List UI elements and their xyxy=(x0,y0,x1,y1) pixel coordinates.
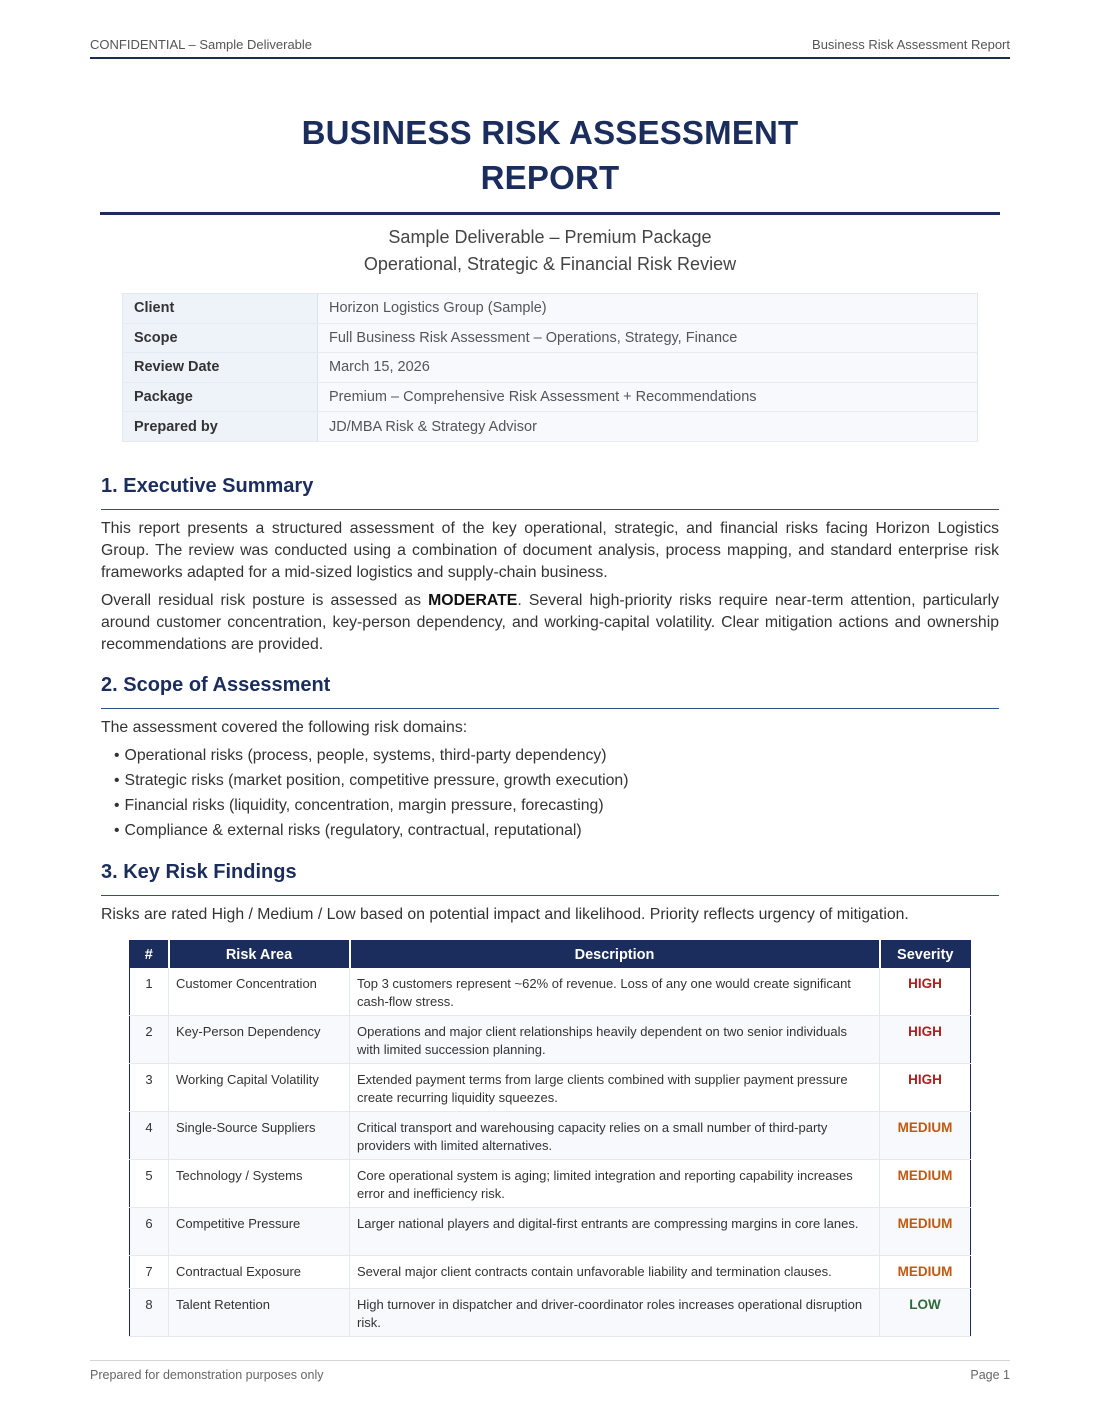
row-number: 6 xyxy=(130,1208,169,1256)
column-header-number: # xyxy=(130,941,169,969)
severity-badge: MEDIUM xyxy=(880,1208,971,1256)
risk-area: Single-Source Suppliers xyxy=(169,1112,350,1160)
title-divider xyxy=(100,212,1000,215)
risk-description: Top 3 customers represent ~62% of revenue. Loss of any one would create significant cash-flow stress. xyxy=(350,968,880,1016)
report-title xyxy=(100,110,1000,200)
risk-description: Several major client contracts contain unfavorable liability and termination clauses. xyxy=(350,1256,880,1289)
severity-badge: MEDIUM xyxy=(880,1112,971,1160)
risk-description: Critical transport and warehousing capacity relies on a small number of third-party providers with limited alternatives. xyxy=(350,1112,880,1160)
list-item: • Strategic risks (market position, competitive pressure, growth execution) xyxy=(114,770,628,795)
meta-row-scope xyxy=(123,323,978,353)
table-row xyxy=(130,1064,971,1112)
report-title-line1: BUSINESS RISK ASSESSMENT xyxy=(301,114,799,151)
severity-badge: HIGH xyxy=(880,1016,971,1064)
column-header-description: Description xyxy=(350,941,880,969)
subtitle-review-type: Operational, Strategic & Financial Risk Review xyxy=(363,254,737,274)
section-heading-executive-summary: 1. Executive Summary xyxy=(101,475,999,510)
scope-intro: The assessment covered the following risk domains: xyxy=(101,719,468,736)
page-number: Page 1 xyxy=(970,1368,1010,1382)
risk-area: Working Capital Volatility xyxy=(169,1064,350,1112)
risk-description: Operations and major client relationships heavily dependent on two senior individuals with limited succession planning. xyxy=(350,1016,880,1064)
severity-badge: HIGH xyxy=(880,968,971,1016)
executive-summary-paragraph-1: This report presents a structured assessment of the key operational, strategic, and financial risks facing Horizon Logistics Group. The review was conducted using a combination of document analysis, process mapping, and standard enterprise risk frameworks adapted for a mid-sized logistics and supply-chain business. xyxy=(101,520,999,581)
column-header-risk-area: Risk Area xyxy=(169,941,350,969)
risk-description: High turnover in dispatcher and driver-coordinator roles increases operational disruption risk. xyxy=(350,1289,880,1337)
row-number: 3 xyxy=(130,1064,169,1112)
row-number: 5 xyxy=(130,1160,169,1208)
column-header-severity: Severity xyxy=(880,941,971,969)
severity-badge: LOW xyxy=(880,1289,971,1337)
risk-area: Competitive Pressure xyxy=(169,1208,350,1256)
list-item: • Operational risks (process, people, systems, third-party dependency) xyxy=(114,745,628,770)
report-meta-table xyxy=(122,293,978,442)
header-confidential-label: CONFIDENTIAL – Sample Deliverable xyxy=(90,37,313,52)
meta-row-client xyxy=(123,294,978,324)
meta-row-review-date xyxy=(123,353,978,383)
meta-value: Horizon Logistics Group (Sample) xyxy=(318,294,978,324)
footer-disclaimer: Prepared for demonstration purposes only xyxy=(90,1368,324,1382)
section-heading-scope: 2. Scope of Assessment xyxy=(101,674,999,709)
report-title-line2: REPORT xyxy=(480,159,620,196)
meta-key: Review Date xyxy=(123,353,318,383)
section-heading-key-risk-findings: 3. Key Risk Findings xyxy=(101,861,999,896)
meta-row-prepared-by xyxy=(123,412,978,442)
table-row xyxy=(130,1289,971,1337)
risk-findings-table xyxy=(129,940,971,1337)
risk-findings-intro: Risks are rated High / Medium / Low based on potential impact and likelihood. Priority reflects urgency of mitigation. xyxy=(101,906,909,923)
severity-badge: HIGH xyxy=(880,1064,971,1112)
list-item: • Compliance & external risks (regulatory, contractual, reputational) xyxy=(114,820,628,845)
table-row xyxy=(130,1160,971,1208)
risk-posture-rating: MODERATE xyxy=(428,592,518,609)
header-report-name: Business Risk Assessment Report xyxy=(812,37,1010,52)
risk-description: Extended payment terms from large clients combined with supplier payment pressure create recurring liquidity squeezes. xyxy=(350,1064,880,1112)
meta-key: Scope xyxy=(123,323,318,353)
table-row xyxy=(130,1112,971,1160)
risk-area: Technology / Systems xyxy=(169,1160,350,1208)
meta-key: Client xyxy=(123,294,318,324)
list-item: • Financial risks (liquidity, concentration, margin pressure, forecasting) xyxy=(114,795,628,820)
meta-value: Premium – Comprehensive Risk Assessment + Recommendations xyxy=(318,382,978,412)
risk-area: Customer Concentration xyxy=(169,968,350,1016)
row-number: 1 xyxy=(130,968,169,1016)
severity-badge: MEDIUM xyxy=(880,1160,971,1208)
row-number: 8 xyxy=(130,1289,169,1337)
para2-text: . Several high-priority risks require near-term attention, particularly around customer concentration, key-person dependency, and working-capital volatility. Clear mitigation actions and ownership recommendations are provided. xyxy=(101,592,999,653)
row-number: 7 xyxy=(130,1256,169,1289)
table-row xyxy=(130,968,971,1016)
meta-row-package xyxy=(123,382,978,412)
page-header xyxy=(90,36,1010,59)
meta-value: JD/MBA Risk & Strategy Advisor xyxy=(318,412,978,442)
risk-description: Core operational system is aging; limited integration and reporting capability increases error and inefficiency risk. xyxy=(350,1160,880,1208)
table-row xyxy=(130,1016,971,1064)
risk-area: Contractual Exposure xyxy=(169,1256,350,1289)
meta-key: Prepared by xyxy=(123,412,318,442)
risk-area: Talent Retention xyxy=(169,1289,350,1337)
table-row xyxy=(130,1208,971,1256)
risk-area: Key-Person Dependency xyxy=(169,1016,350,1064)
risk-description: Larger national players and digital-first entrants are compressing margins in core lanes. xyxy=(350,1208,880,1256)
executive-summary-paragraph-2 xyxy=(101,590,999,656)
para2-text: Overall residual risk posture is assessed as xyxy=(101,592,429,609)
subtitle-package: Sample Deliverable – Premium Package xyxy=(388,227,712,247)
meta-value: March 15, 2026 xyxy=(318,353,978,383)
severity-badge: MEDIUM xyxy=(880,1256,971,1289)
page-footer xyxy=(90,1360,1010,1382)
meta-value: Full Business Risk Assessment – Operations, Strategy, Finance xyxy=(318,323,978,353)
meta-key: Package xyxy=(123,382,318,412)
table-row xyxy=(130,1256,971,1289)
table-header-row xyxy=(130,941,971,969)
row-number: 4 xyxy=(130,1112,169,1160)
row-number: 2 xyxy=(130,1016,169,1064)
scope-list xyxy=(114,745,628,845)
